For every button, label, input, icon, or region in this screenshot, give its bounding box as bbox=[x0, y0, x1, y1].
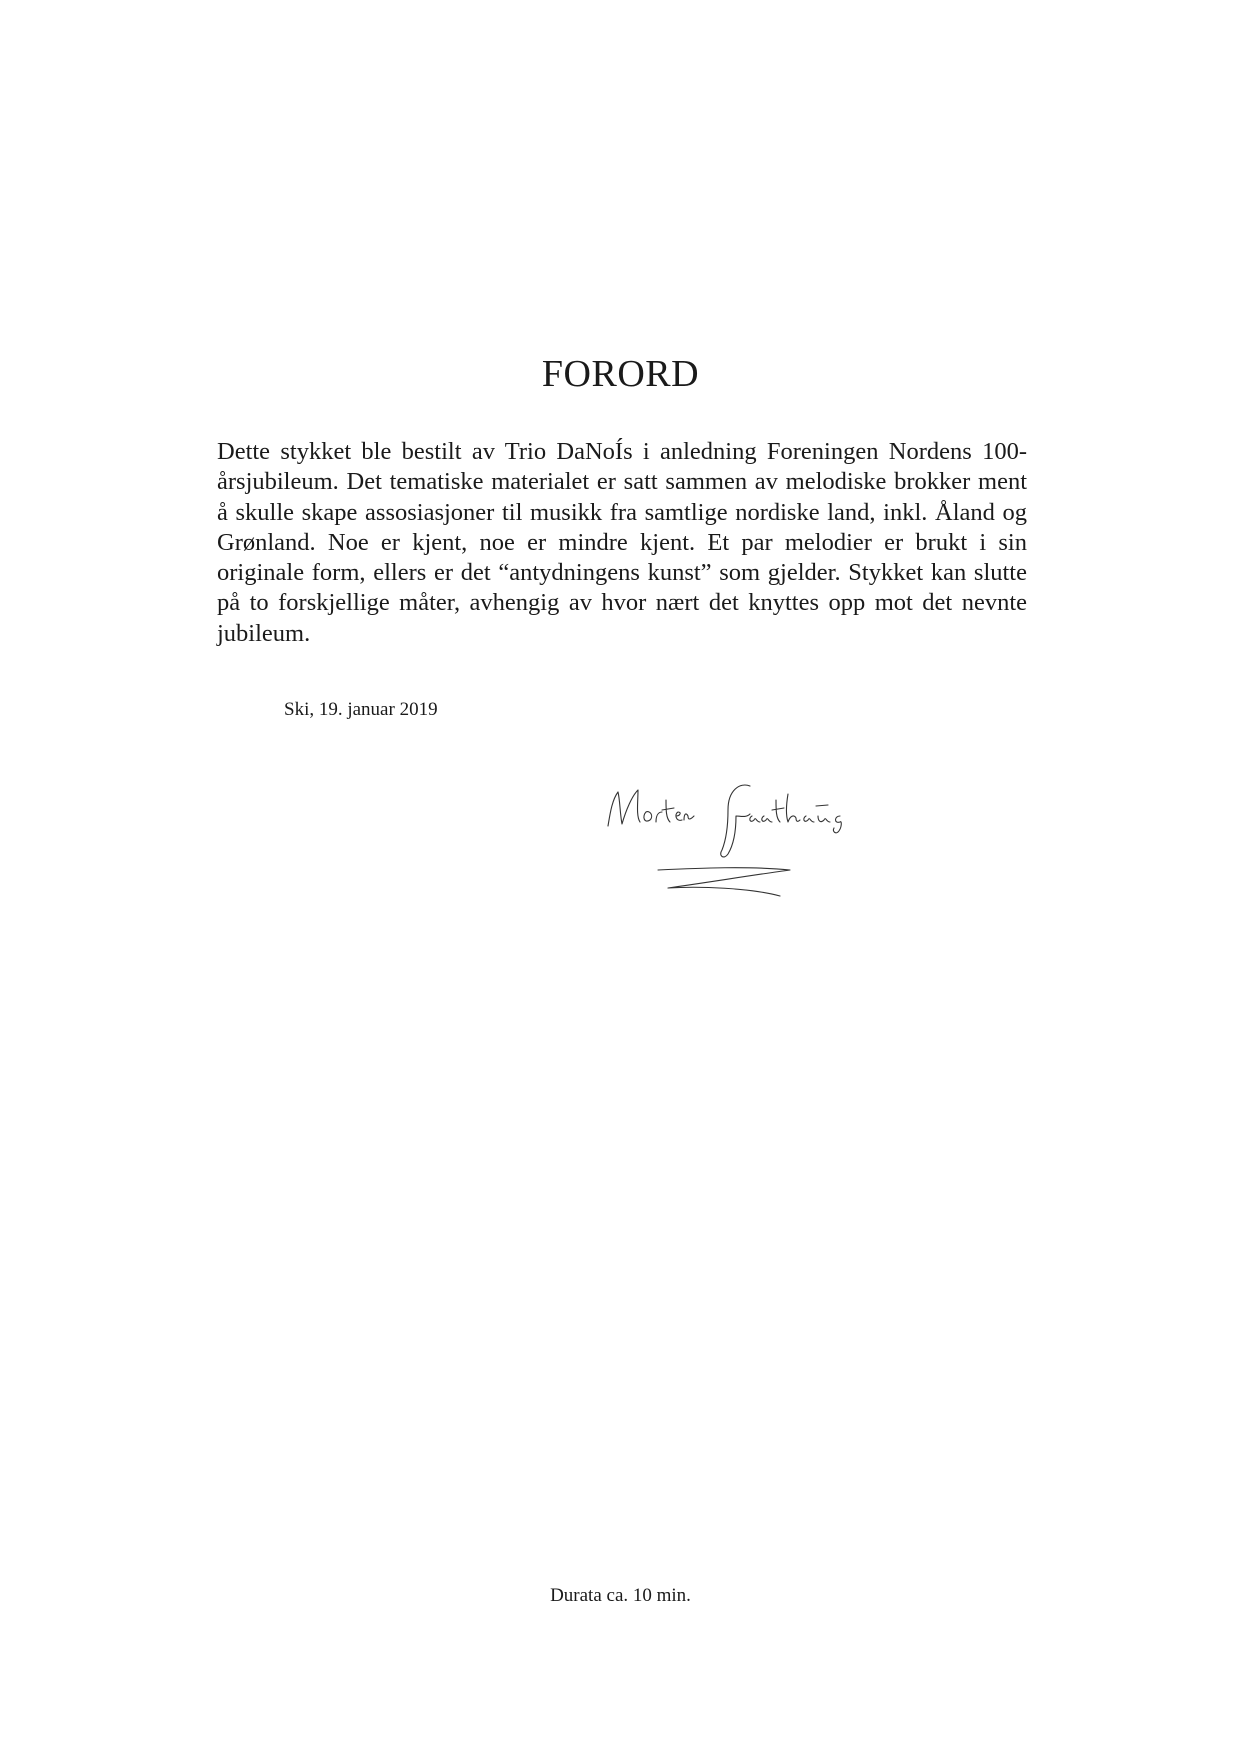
handwritten-signature bbox=[600, 770, 900, 930]
duration-note: Durata ca. 10 min. bbox=[550, 1585, 691, 1606]
page-title: FORORD bbox=[541, 353, 700, 395]
place-date: Ski, 19. januar 2019 bbox=[284, 699, 438, 720]
preface-paragraph: Dette stykket ble bestilt av Trio DaNoÍs i anledning Foreningen Nordens 100-årsjubileum. Det tematiske materialet er satt sammen av melodiske brokker ment å skulle skape assosiasjoner til musikk fra samtlige nordiske land, inkl. Åland og Grønland. Noe er kjent, noe er mindre kjent. Et par melodier er brukt i sin originale form, ellers er det “antydningens kunst” som gjelder. Stykket kan slutte på to forskjellige måter, avhengig av hvor nært det knyttes opp mot det nevnte jubileum. bbox=[217, 438, 1027, 647]
